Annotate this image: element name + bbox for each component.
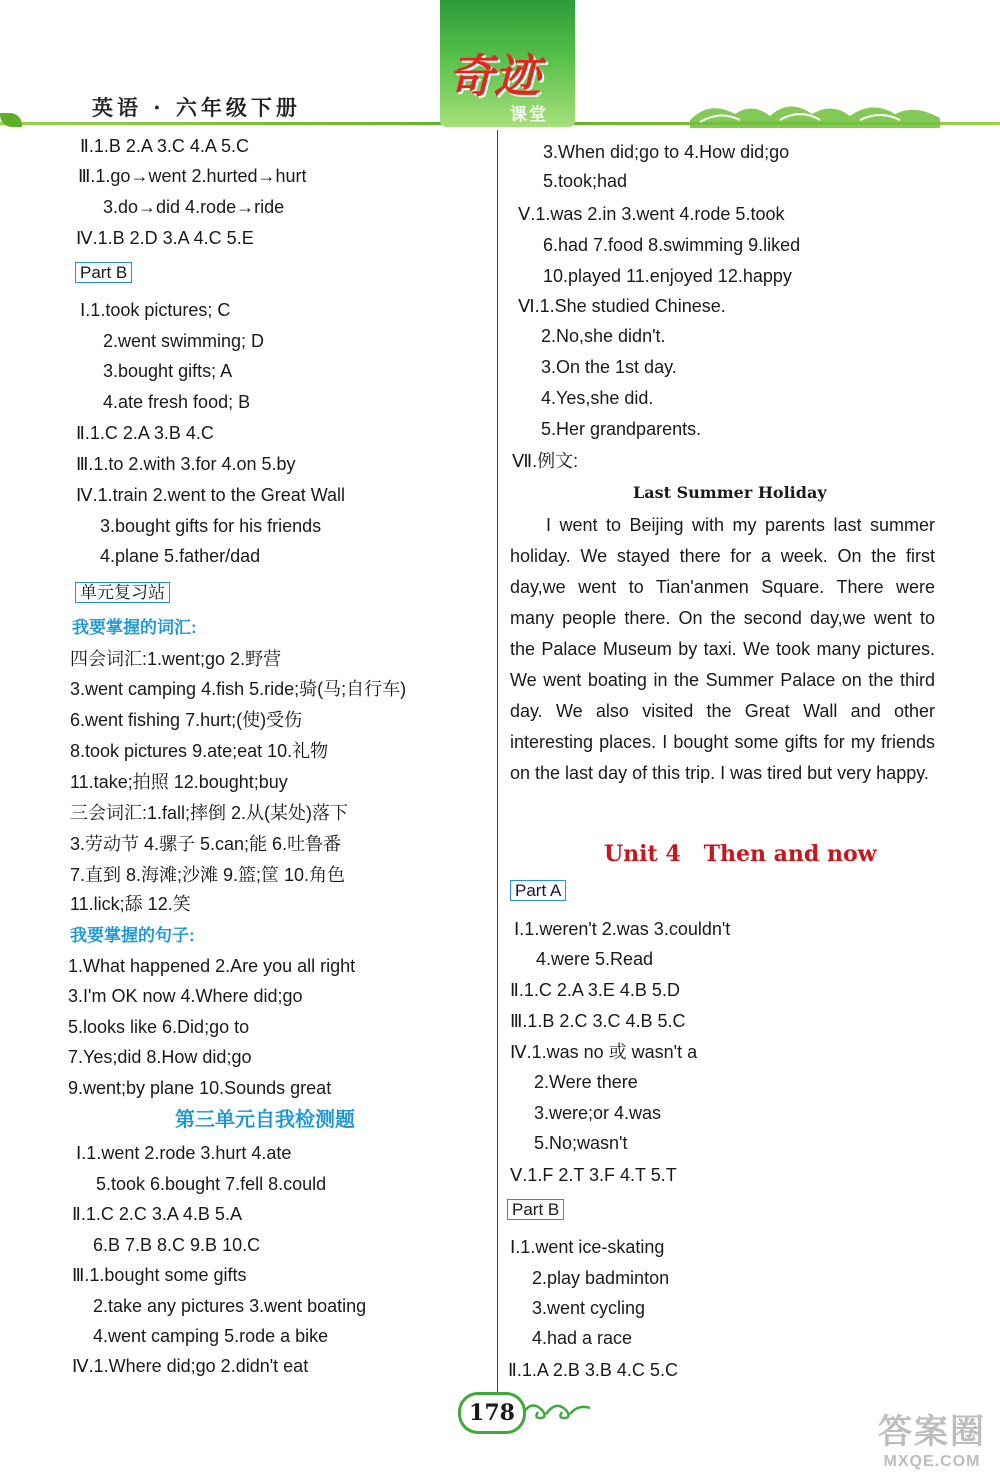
answer-line: 3.I'm OK now 4.Where did;go bbox=[68, 986, 303, 1006]
part-b-tag: Part B bbox=[507, 1199, 564, 1220]
unit-number: Unit 4 bbox=[604, 841, 681, 867]
answer-line: Ⅵ.1.She studied Chinese. bbox=[518, 296, 726, 316]
answer-line: 9.went;by plane 10.Sounds great bbox=[68, 1078, 332, 1098]
answer-line: Ⅲ.1.bought some gifts bbox=[72, 1265, 247, 1285]
answer-line: Ⅰ.1.went 2.rode 3.hurt 4.ate bbox=[76, 1143, 292, 1163]
unit-review-tag: 单元复习站 bbox=[75, 582, 170, 603]
watermark-logo: 答案圈 bbox=[878, 1413, 986, 1451]
answer-line: 3.went camping 4.fish 5.ride;骑(马;自行车) bbox=[70, 679, 407, 699]
answer-line: 2.No,she didn't. bbox=[541, 326, 666, 346]
answer-line: 2.take any pictures 3.went boating bbox=[93, 1296, 367, 1316]
unit-title bbox=[604, 842, 877, 866]
answer-line: 6.had 7.food 8.swimming 9.liked bbox=[543, 235, 801, 255]
answer-line: Ⅰ.1.went ice-skating bbox=[510, 1237, 665, 1257]
answer-line: 4.went camping 5.rode a bike bbox=[93, 1326, 329, 1346]
answer-line: 四会词汇:1.went;go 2.野营 bbox=[70, 649, 282, 669]
answer-line: Ⅴ.1.was 2.in 3.went 4.rode 5.took bbox=[518, 204, 785, 224]
answer-line: 7.Yes;did 8.How did;go bbox=[68, 1047, 252, 1067]
swirl-ornament-icon bbox=[522, 1398, 592, 1424]
answer-line: 2.went swimming; D bbox=[103, 331, 265, 351]
column-divider bbox=[497, 130, 498, 1392]
answer-line: 11.lick;舔 12.笑 bbox=[70, 894, 191, 914]
answer-line: 1.What happened 2.Are you all right bbox=[68, 956, 356, 976]
answer-line: 3.went cycling bbox=[532, 1298, 646, 1318]
answer-line: 3.On the 1st day. bbox=[541, 357, 677, 377]
book-title: 英语 · 六年级下册 bbox=[92, 95, 301, 120]
answer-line: 3.When did;go to 4.How did;go bbox=[543, 142, 790, 162]
cloud-ornament-icon bbox=[690, 98, 940, 128]
answer-line: Ⅳ.1.was no 或 wasn't a bbox=[510, 1042, 698, 1062]
logo-main-text: 奇迹 bbox=[448, 49, 540, 103]
answer-line: 2.play badminton bbox=[532, 1268, 670, 1288]
answer-line: 5.looks like 6.Did;go to bbox=[68, 1017, 250, 1037]
answer-line: Ⅱ.1.A 2.B 3.B 4.C 5.C bbox=[508, 1360, 678, 1380]
answer-line: 7.直到 8.海滩;沙滩 9.篮;筐 10.角色 bbox=[70, 865, 346, 885]
answer-line: 4.were 5.Read bbox=[536, 949, 654, 969]
answer-line: 4.ate fresh food; B bbox=[103, 392, 251, 412]
watermark bbox=[872, 1404, 992, 1471]
part-a-tag: Part A bbox=[510, 880, 566, 901]
essay-title: Last Summer Holiday bbox=[633, 483, 827, 502]
answer-line: 2.Were there bbox=[534, 1072, 638, 1092]
answer-line: 8.took pictures 9.ate;eat 10.礼物 bbox=[70, 741, 329, 761]
part-b-tag: Part B bbox=[75, 262, 132, 283]
series-logo bbox=[440, 0, 575, 127]
answer-line: Ⅲ.1.go→went 2.hurted→hurt bbox=[78, 166, 307, 186]
page-number: 178 bbox=[458, 1392, 526, 1434]
page-header bbox=[0, 0, 1000, 135]
vocab-heading: 我要掌握的词汇: bbox=[72, 618, 197, 637]
unit-name: Then and now bbox=[703, 841, 877, 867]
logo-sub-text: 课堂 bbox=[510, 105, 548, 124]
answer-line: 3.bought gifts for his friends bbox=[100, 516, 322, 536]
answer-line: Ⅴ.1.F 2.T 3.F 4.T 5.T bbox=[510, 1165, 677, 1185]
answer-line: 3.劳动节 4.骡子 5.can;能 6.吐鲁番 bbox=[70, 834, 342, 854]
answer-line: Ⅳ.1.Where did;go 2.didn't eat bbox=[72, 1356, 309, 1376]
answer-line: 4.had a race bbox=[532, 1328, 633, 1348]
answer-line: Ⅲ.1.to 2.with 3.for 4.on 5.by bbox=[76, 454, 296, 474]
answer-line: 3.do→did 4.rode→ride bbox=[103, 197, 285, 217]
sentence-heading: 我要掌握的句子: bbox=[70, 926, 195, 945]
answer-line: 4.Yes,she did. bbox=[541, 388, 654, 408]
answer-line: 5.Her grandparents. bbox=[541, 419, 702, 439]
answer-line: 4.plane 5.father/dad bbox=[100, 546, 261, 566]
answer-line: 10.played 11.enjoyed 12.happy bbox=[543, 266, 792, 286]
answer-line: 三会词汇:1.fall;摔倒 2.从(某处)落下 bbox=[70, 803, 349, 823]
answer-line: 5.took 6.bought 7.fell 8.could bbox=[96, 1174, 327, 1194]
answer-line: Ⅱ.1.C 2.A 3.E 4.B 5.D bbox=[510, 980, 680, 1000]
answer-line: 6.B 7.B 8.C 9.B 10.C bbox=[93, 1235, 261, 1255]
watermark-url: MXQE.COM bbox=[883, 1453, 981, 1470]
answer-line: Ⅳ.1.B 2.D 3.A 4.C 5.E bbox=[76, 228, 254, 248]
answer-line: 5.took;had bbox=[543, 171, 628, 191]
answer-line: Ⅳ.1.train 2.went to the Great Wall bbox=[76, 485, 346, 505]
answer-line: Ⅰ.1.weren't 2.was 3.couldn't bbox=[514, 919, 731, 939]
answer-line: Ⅱ.1.C 2.A 3.B 4.C bbox=[76, 423, 214, 443]
answer-line: Ⅱ.1.C 2.C 3.A 4.B 5.A bbox=[72, 1204, 242, 1224]
answer-line: Ⅶ.例文: bbox=[512, 451, 579, 471]
answer-line: Ⅱ.1.B 2.A 3.C 4.A 5.C bbox=[80, 136, 249, 156]
answer-line: 3.were;or 4.was bbox=[534, 1103, 662, 1123]
answer-line: 5.No;wasn't bbox=[534, 1133, 628, 1153]
essay-body: I went to Beijing with my parents last summer holiday. We stayed there for a week. On the first day,we went to Tian'anmen Square. There were many people there. On the second day,we went to the Palace Museum by taxi. We took many pictures. We went boating in the Summer Palace on the third day. We also visited the Great Wall and other interesting places. I bought some gifts for my friends on the last day of this trip. I was tired but very happy. bbox=[510, 515, 935, 783]
answer-line: 6.went fishing 7.hurt;(使)受伤 bbox=[70, 710, 303, 730]
answer-line: Ⅰ.1.took pictures; C bbox=[80, 300, 231, 320]
answer-line: 3.bought gifts; A bbox=[103, 361, 233, 381]
answer-line: 11.take;拍照 12.bought;buy bbox=[70, 772, 288, 792]
answer-line: Ⅲ.1.B 2.C 3.C 4.B 5.C bbox=[510, 1011, 686, 1031]
unit-three-test-title: 第三单元自我检测题 bbox=[175, 1109, 355, 1131]
